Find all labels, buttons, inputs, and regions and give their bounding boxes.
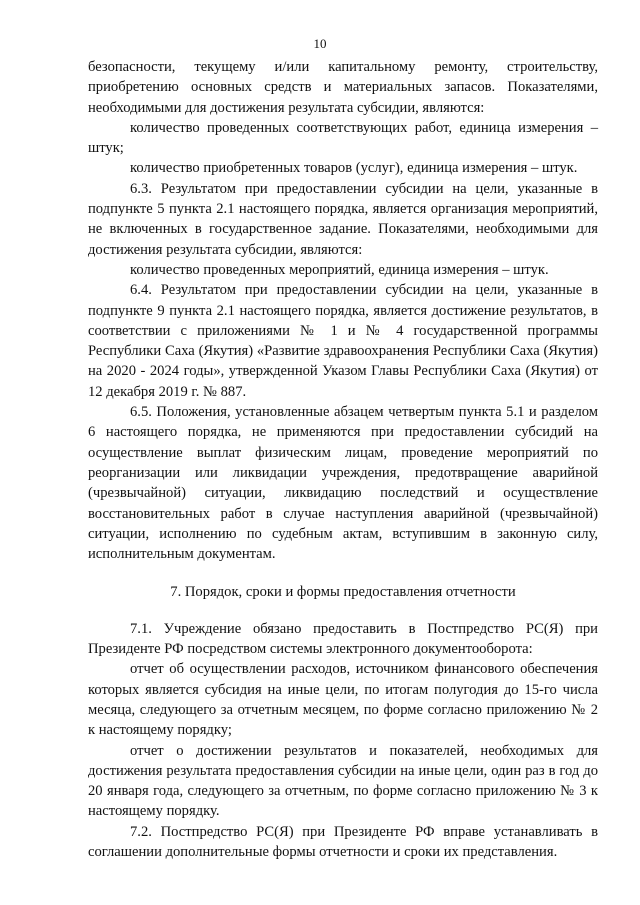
paragraph: 6.4. Результатом при предоставлении субсидии на цели, указанные в подпункте 9 пункта 2.1 настоящего порядка, является достижение результатов, в соответствии с приложениями № 1 и № 4 государственной программы Республики Саха (Якутия) «Развитие здравоохранения Республики Саха (Якутия) на 2020 - 2024 годы», утвержденной Указом Главы Республики Саха (Якутия) от 12 декабря 2019 г. № 887. [88, 282, 598, 400]
paragraph: количество проведенных соответствующих работ, единица измерения – штук; [88, 119, 598, 157]
paragraph: 6.3. Результатом при предоставлении субсидии на цели, указанные в подпункте 5 пункта 2.1 настоящего порядка, является организация мероприятий, не включенных в государственное задание. Показателями, необходимыми для достижения результата субсидии, являются: [88, 180, 598, 258]
paragraph: отчет о достижении результатов и показателей, необходимых для достижения результата предоставления субсидии на иные цели, один раз в год до 20 января года, следующего за отчетным, по форме согласно приложению № 3 к настоящему порядку. [88, 742, 598, 820]
paragraph: количество приобретенных товаров (услуг), единица измерения – штук. [130, 160, 578, 177]
paragraph: 7.2. Постпредство РС(Я) при Президенте РФ вправе устанавливать в соглашении дополнительные формы отчетности и сроки их представления. [88, 823, 598, 860]
paragraph: количество проведенных мероприятий, единица измерения – штук. [130, 261, 549, 278]
paragraph: 7.1. Учреждение обязано предоставить в Постпредство РС(Я) при Президенте РФ посредством системы электронного документооборота: [88, 620, 598, 658]
page-number: 10 [313, 36, 327, 51]
section-heading: 7. Порядок, сроки и формы предоставления отчетности [170, 584, 516, 601]
document-body [88, 57, 598, 862]
paragraph: 6.5. Положения, установленные абзацем четвертым пункта 5.1 и разделом 6 настоящего порядка, не применяются при предоставлении субсидий на осуществление выплат физическим лицам, проведение мероприятий по реорганизации или ликвидации учреждения, предотвращение аварийной (чрезвычайной) ситуации, ликвидацию последствий и осуществление восстановительных работ в случае наступления аварийной (чрезвычайной) ситуации, исполнению по судебным актам, вступившим в законную силу, исполнительным документам. [88, 404, 598, 563]
paragraph: безопасности, текущему и/или капитальному ремонту, строительству, приобретению основных средств и материальных запасов. Показателями, необходимыми для достижения результата субсидии, являются: [88, 59, 598, 116]
paragraph: отчет об осуществлении расходов, источником финансового обеспечения которых является субсидия на иные цели, по итогам полугодия до 15-го числа месяца, следующего за отчетным месяцем, по форме согласно приложению № 2 к настоящему порядку; [88, 661, 598, 739]
